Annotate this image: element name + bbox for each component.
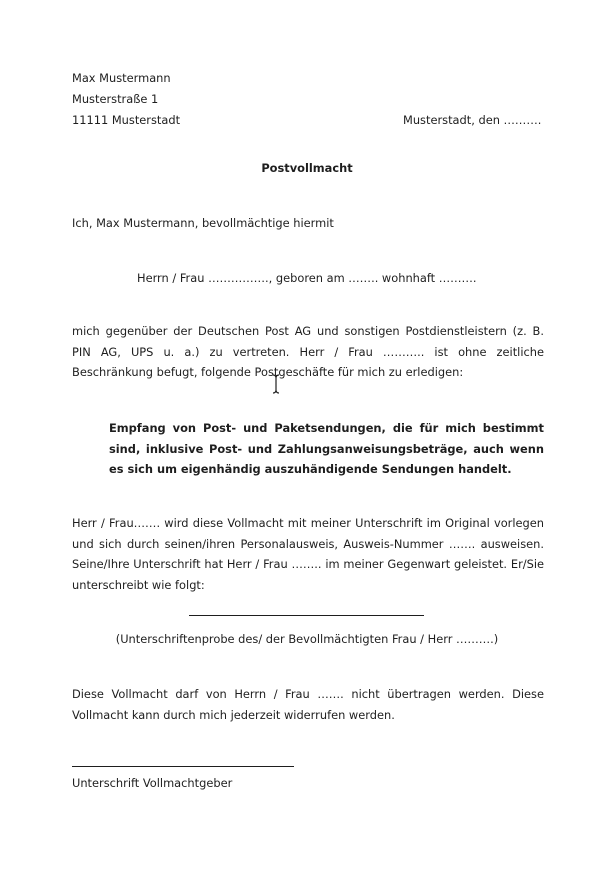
signature-sample-caption: (Unterschriftenprobe des/ der Bevollmächtigten Frau / Herr ……….) xyxy=(115,632,499,646)
sender-street: Musterstraße 1 xyxy=(72,92,159,106)
signature-caption: Unterschrift Vollmachtgeber xyxy=(72,776,233,790)
intro-text: Ich, Max Mustermann, bevollmächtige hiermit xyxy=(72,216,334,230)
text-cursor-icon xyxy=(271,374,281,394)
grantee-line: Herrn / Frau ……………., geboren am …….. wohnhaft ………. xyxy=(137,271,477,285)
identification-paragraph: Herr / Frau……. wird diese Vollmacht mit meiner Unterschrift im Original vorlegen und sich durch seinen/ihren Personalausweis, Ausweis-Nummer ……. ausweisen. Seine/Ihre Unterschrift hat Herr / Frau …….. im meiner Gegenwart geleistet. Er/Sie unterschreibt wie folgt: xyxy=(72,516,544,592)
sender-city: 11111 Musterstadt xyxy=(72,113,181,127)
signature-sample-line xyxy=(189,615,424,616)
grantor-signature-line xyxy=(72,766,294,767)
place-date: Musterstadt, den ………. xyxy=(403,113,542,127)
document-title: Postvollmacht xyxy=(261,161,353,175)
authorization-paragraph: mich gegenüber der Deutschen Post AG und sonstigen Postdienstleistern (z. B. PIN AG, UPS u. a.) zu vertreten. Herr / Frau ……….. ist ohne zeitliche Beschränkung befugt, folgende Postgeschäfte für mich zu erledigen: xyxy=(72,324,544,379)
revocation-paragraph: Diese Vollmacht darf von Herrn / Frau ……. nicht übertragen werden. Diese Vollmacht kann durch mich jederzeit widerrufen werden. xyxy=(72,687,544,722)
sender-name: Max Mustermann xyxy=(72,71,171,85)
scope-paragraph: Empfang von Post- und Paketsendungen, die für mich bestimmt sind, inklusive Post- und Zahlungsanweisungsbeträge, auch wenn es sich um eigenhändig auszuhändigende Sendungen handelt. xyxy=(109,421,544,476)
